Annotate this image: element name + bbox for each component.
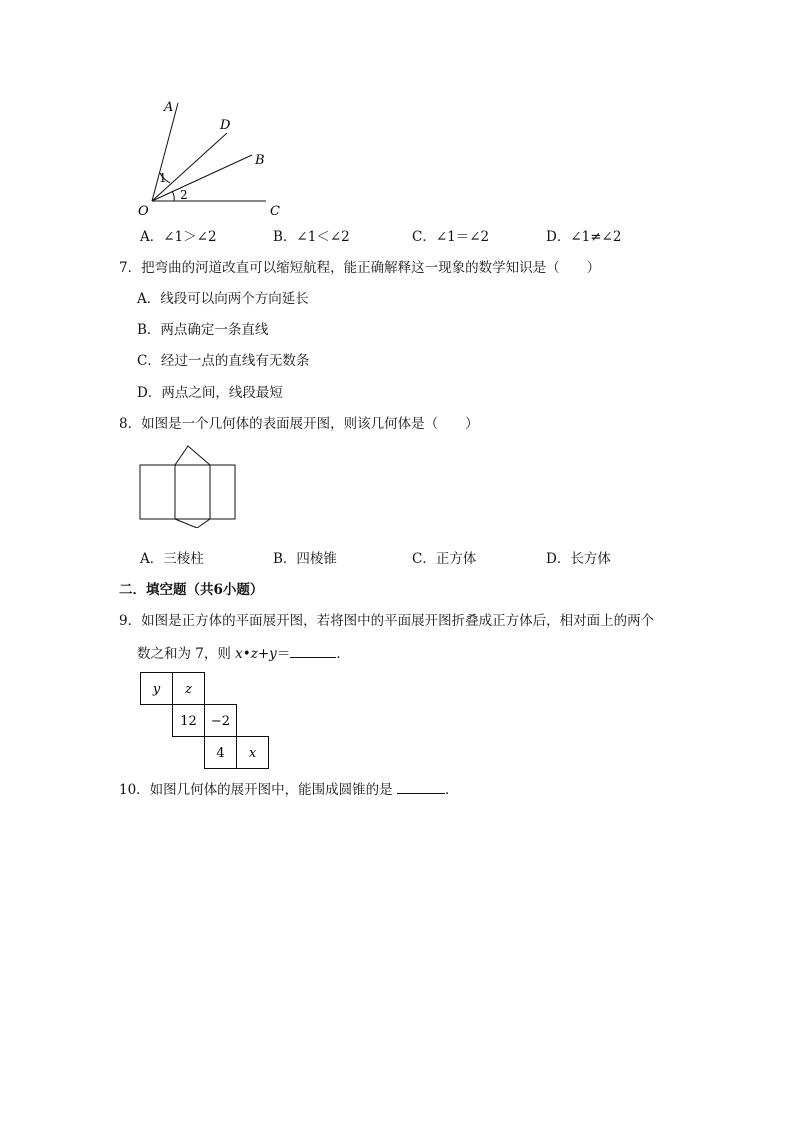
q9-stem-line2 — [137, 644, 350, 663]
prism-net-figure — [135, 442, 241, 528]
label-A: A — [164, 100, 174, 115]
ray-OA — [152, 103, 178, 201]
q10-stem-line — [119, 780, 458, 799]
q7-option-c: C．经过一点的直线有无数条 — [137, 353, 310, 369]
q9-equals: ＝ — [276, 646, 291, 662]
cube-label-12: 12 — [180, 714, 197, 729]
q6-option-d: D．∠1≠∠2 — [546, 229, 622, 245]
q7-option-b: B．两点确定一条直线 — [137, 322, 269, 338]
q6-option-a: A．∠1＞∠2 — [140, 229, 217, 245]
cube-label-y: y — [152, 682, 161, 697]
section-fill-in-title: 二．填空题（共6小题） — [119, 582, 264, 598]
q8-option-b: B．四棱锥 — [273, 551, 337, 567]
net-bottom-triangle — [175, 519, 210, 528]
q9-stem-text: 数之和为 7，则 — [137, 646, 236, 662]
q10-answer-blank[interactable] — [397, 780, 445, 794]
q9-period: ． — [336, 646, 350, 662]
ray-OD — [152, 133, 227, 201]
q7-stem: 7．把弯曲的河道改直可以缩短航程，能正确解释这一现象的数学知识是（ ） — [119, 260, 601, 276]
q7-option-d: D．两点之间，线段最短 — [137, 385, 283, 401]
label-O: O — [138, 204, 149, 219]
q10-stem: 10．如图几何体的展开图中，能围成圆锥的是 — [119, 782, 397, 798]
ray-OB — [152, 155, 252, 201]
net-outer-rect — [140, 465, 235, 519]
net-top-triangle — [175, 446, 210, 465]
q7-option-a: A．线段可以向两个方向延长 — [137, 291, 309, 307]
label-D: D — [220, 118, 231, 133]
q8-stem: 8．如图是一个几何体的表面展开图，则该几何体是（ ） — [119, 416, 479, 432]
q8-option-a: A．三棱柱 — [140, 551, 204, 567]
label-angle-1: 1 — [159, 171, 167, 185]
angle-figure — [130, 95, 300, 225]
label-B: B — [255, 153, 265, 168]
cube-net-figure — [140, 672, 270, 770]
cube-label-4: 4 — [216, 746, 225, 761]
label-C: C — [270, 204, 280, 219]
label-angle-2: 2 — [180, 188, 188, 202]
q6-option-c: C．∠1＝∠2 — [412, 229, 490, 245]
q10-period: ． — [444, 782, 459, 798]
q9-expression: x•z+y — [235, 646, 277, 662]
q8-option-d: D．长方体 — [546, 551, 611, 567]
angle-2-arc — [172, 191, 174, 201]
cube-label-x: x — [248, 746, 257, 761]
q6-option-b: B．∠1＜∠2 — [273, 229, 350, 245]
q8-option-c: C．正方体 — [412, 551, 477, 567]
cube-label-neg2: −2 — [210, 714, 231, 729]
q9-answer-blank[interactable] — [290, 644, 336, 658]
cube-label-z: z — [185, 682, 192, 697]
q9-stem-line1: 9．如图是正方体的平面展开图，若将图中的平面展开图折叠成正方体后，相对面上的两个 — [119, 613, 655, 629]
